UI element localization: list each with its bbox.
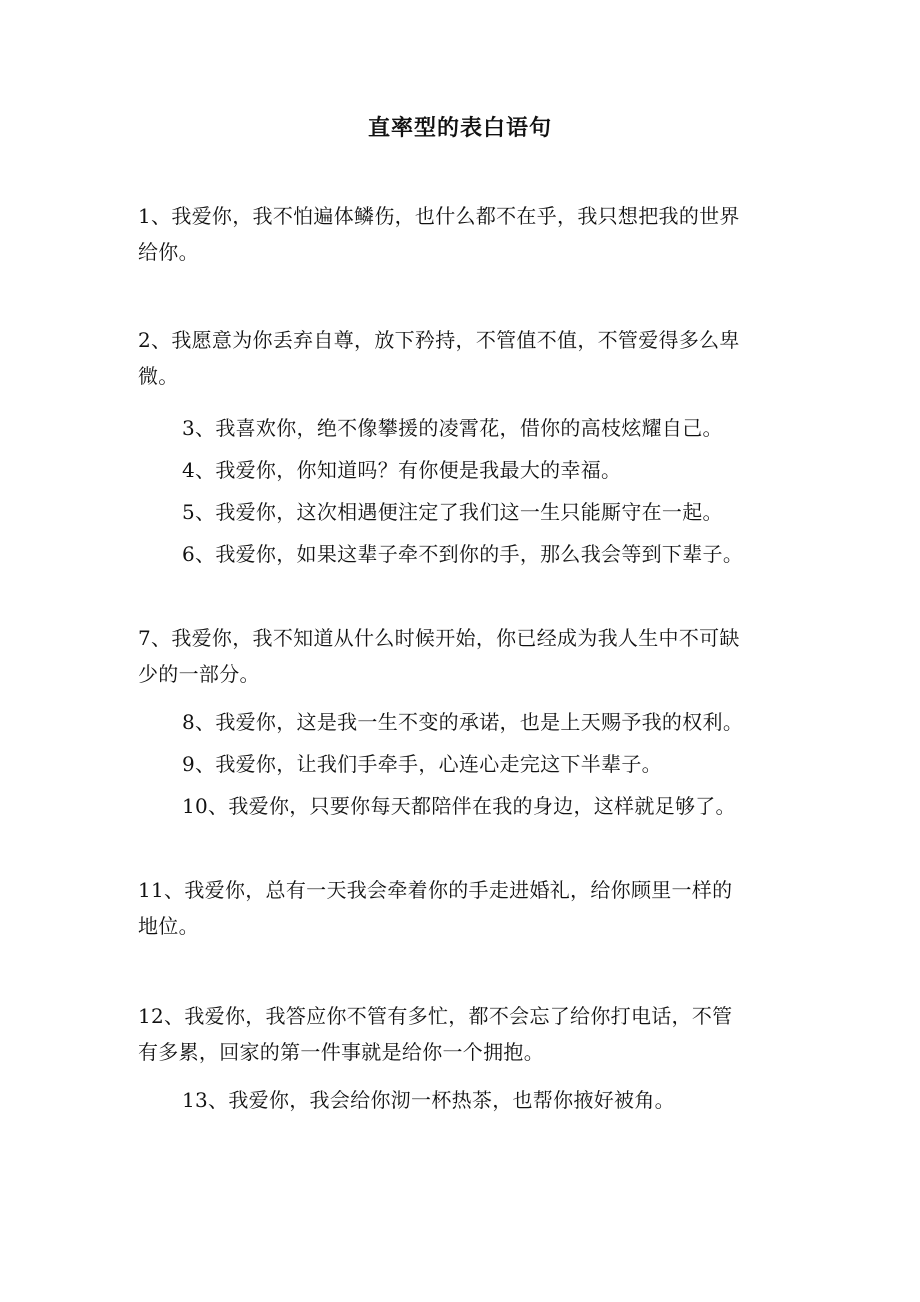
list-item — [182, 704, 802, 740]
list-item — [138, 998, 788, 1070]
list-item-line: 7、我爱你，我不知道从什么时候开始，你已经成为我人生中不可缺 — [138, 626, 740, 650]
list-item-line: 地位。 — [138, 914, 199, 938]
list-item — [182, 1082, 802, 1118]
list-item — [182, 788, 802, 824]
list-item — [182, 746, 802, 782]
list-item-line: 5、我爱你，这次相遇便注定了我们这一生只能厮守在一起。 — [182, 500, 723, 524]
list-item — [182, 452, 802, 488]
list-item — [182, 494, 802, 530]
list-item-line: 10、我爱你，只要你每天都陪伴在我的身边，这样就足够了。 — [182, 794, 736, 818]
document-title: 直率型的表白语句 — [367, 115, 552, 141]
list-item-line: 1、我爱你，我不怕遍体鳞伤，也什么都不在乎，我只想把我的世界 — [138, 204, 740, 228]
list-item — [138, 198, 788, 270]
list-item-line: 12、我爱你，我答应你不管有多忙，都不会忘了给你打电话，不管 — [138, 1004, 733, 1028]
list-item — [182, 410, 802, 446]
list-item-line: 微。 — [138, 364, 179, 388]
list-item-line: 8、我爱你，这是我一生不变的承诺，也是上天赐予我的权利。 — [182, 710, 744, 734]
list-item-line: 4、我爱你，你知道吗？有你便是我最大的幸福。 — [182, 458, 622, 482]
list-item — [138, 322, 788, 394]
list-item — [138, 620, 788, 692]
list-item-line: 3、我喜欢你，绝不像攀援的凌霄花，借你的高枝炫耀自己。 — [182, 416, 723, 440]
list-item-line: 少的一部分。 — [138, 662, 260, 686]
list-item-line: 2、我愿意为你丢弃自尊，放下矜持，不管值不值，不管爱得多么卑 — [138, 328, 740, 352]
list-item — [138, 872, 788, 944]
list-item-line: 有多累，回家的第一件事就是给你一个拥抱。 — [138, 1040, 544, 1064]
list-item-line: 9、我爱你，让我们手牵手，心连心走完这下半辈子。 — [182, 752, 662, 776]
list-item-line: 11、我爱你，总有一天我会牵着你的手走进婚礼，给你顾里一样的 — [138, 878, 733, 902]
list-item — [182, 536, 802, 572]
list-item-line: 6、我爱你，如果这辈子牵不到你的手，那么我会等到下辈子。 — [182, 542, 744, 566]
list-item-line: 13、我爱你，我会给你沏一杯热茶，也帮你掖好被角。 — [182, 1088, 675, 1112]
list-item-line: 给你。 — [138, 240, 199, 264]
